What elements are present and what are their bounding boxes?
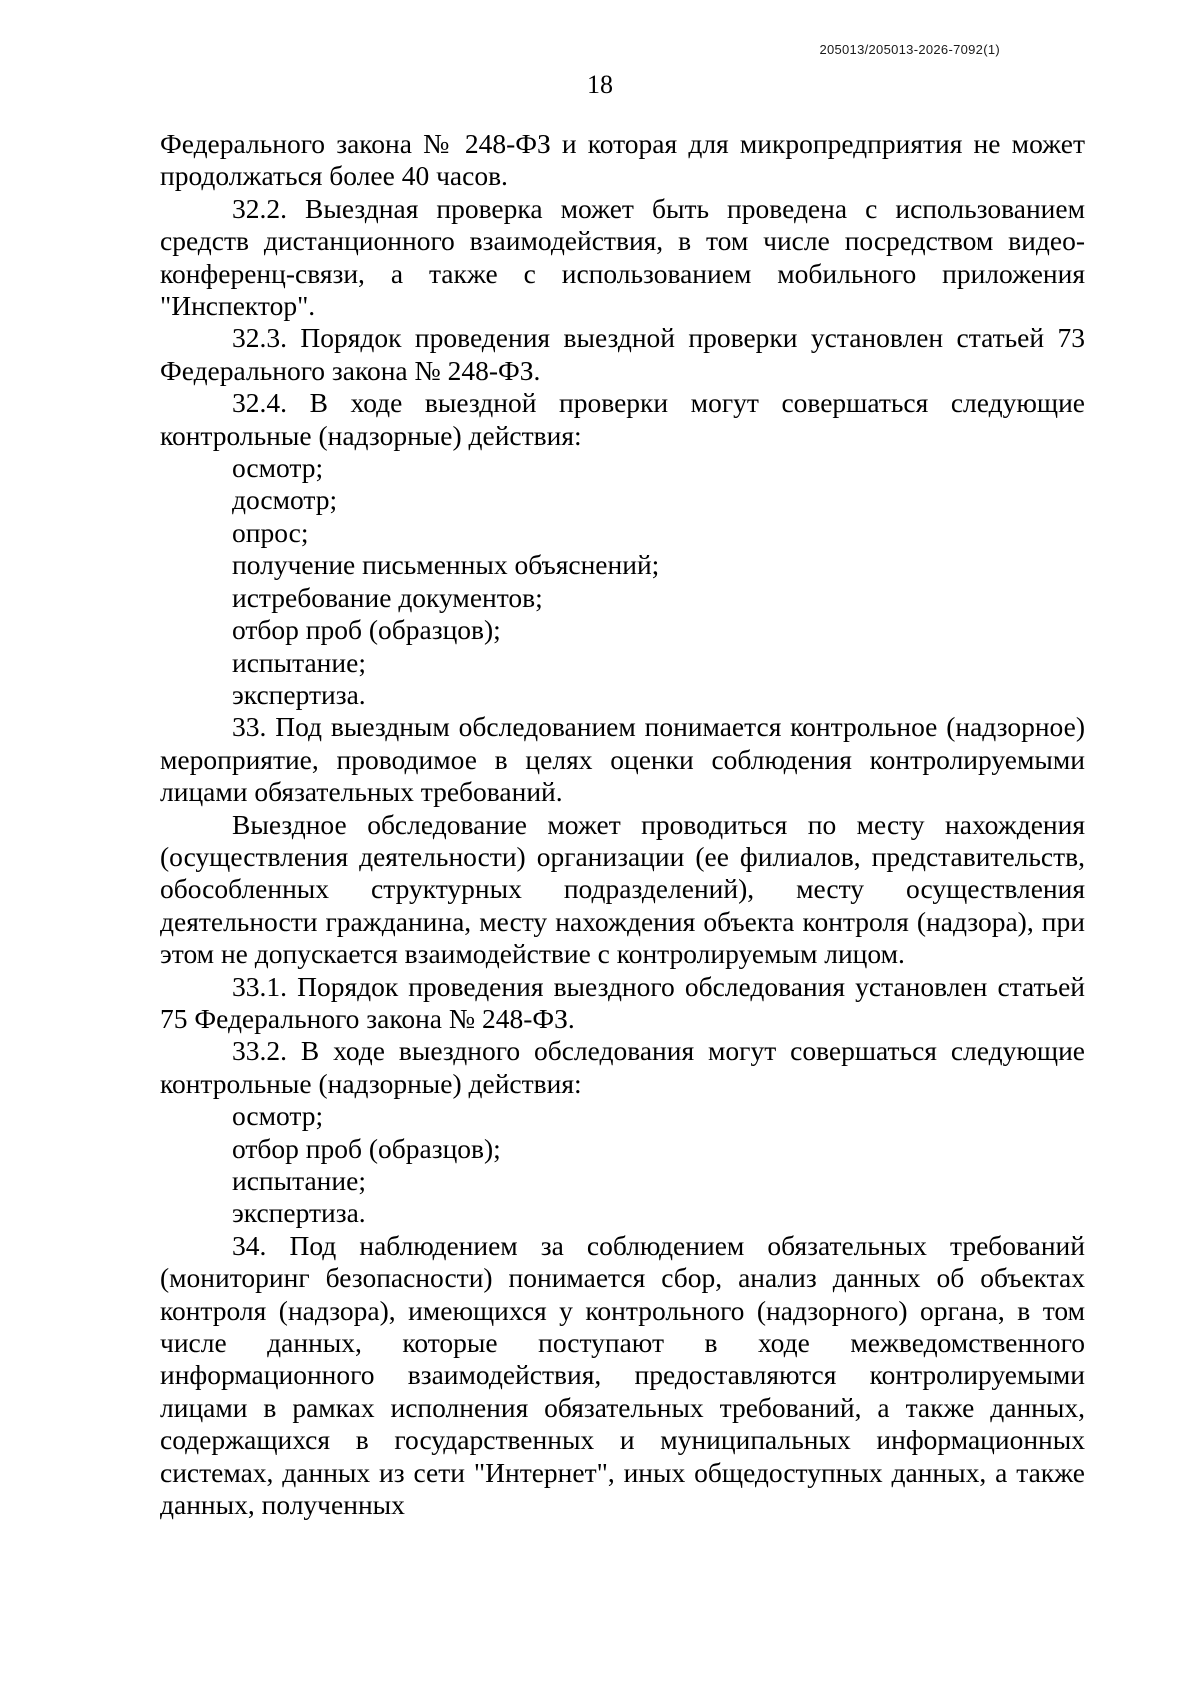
list-item: получение письменных объяснений; <box>232 549 660 581</box>
inspection-actions-list <box>160 452 1085 711</box>
list-item: осмотр; <box>232 452 324 484</box>
list-item: опрос; <box>232 516 309 548</box>
list-item: досмотр; <box>232 484 338 516</box>
paragraph-33-1: 33.1. Порядок проведения выездного обследования установлен статьей 75 Федерального закона № 248-ФЗ. <box>160 970 1085 1034</box>
paragraph-32-4: 32.4. В ходе выездной проверки могут совершаться следующие контрольные (надзорные) действия: <box>160 387 1085 451</box>
page-number: 18 <box>587 70 613 99</box>
document-body <box>160 128 1085 1521</box>
list-item: отбор проб (образцов); <box>232 1132 501 1164</box>
paragraph-32-2: 32.2. Выездная проверка может быть проведена с использованием средств дистанционного взаимодействия, в том числе посредством видео-конференц-связи, а также с использованием мобильного приложения "Инспектор". <box>160 192 1085 322</box>
list-item: экспертиза. <box>232 1197 366 1229</box>
list-item: отбор проб (образцов); <box>232 614 501 646</box>
paragraph-33: 33. Под выездным обследованием понимается контрольное (надзорное) мероприятие, проводимое в целях оценки соблюдения контролируемыми лицами обязательных требований. <box>160 711 1085 808</box>
paragraph-33-location: Выездное обследование может проводиться по месту нахождения (осуществления деятельности) организации (ее филиалов, представительств, обособленных структурных подразделений), месту осуществления деятельности гражданина, месту нахождения объекта контроля (надзора), при этом не допускается взаимодействие с контролируемым лицом. <box>160 808 1085 970</box>
paragraph-33-2: 33.2. В ходе выездного обследования могут совершаться следующие контрольные (надзорные) действия: <box>160 1035 1085 1099</box>
list-item: испытание; <box>232 1165 366 1196</box>
document-id: 205013/205013-2026-7092(1) <box>819 42 1000 57</box>
paragraph-32-3: 32.3. Порядок проведения выездной проверки установлен статьей 73 Федерального закона № 248-ФЗ. <box>160 322 1085 386</box>
list-item: истребование документов; <box>232 581 543 613</box>
list-item: экспертиза. <box>232 678 366 710</box>
list-item: испытание; <box>232 646 366 678</box>
paragraph-34: 34. Под наблюдением за соблюдением обязательных требований (мониторинг безопасности) понимается сбор, анализ данных об объектах контроля (надзора), имеющихся у контрольного (надзорного) органа, в том числе данных, которые поступают в ходе межведомственного информационного взаимодействия, предоставляются контролируемыми лицами в рамках исполнения обязательных требований, а также данных, содержащихся в государственных и муниципальных информационных системах, данных из сети "Интернет", иных общедоступных данных, а также данных, полученных <box>160 1229 1085 1521</box>
paragraph-continuation: Федерального закона № 248-ФЗ и которая для микропредприятия не может продолжаться более 40 часов. <box>160 128 1085 192</box>
survey-actions-list <box>160 1100 1085 1230</box>
list-item: осмотр; <box>232 1100 324 1132</box>
